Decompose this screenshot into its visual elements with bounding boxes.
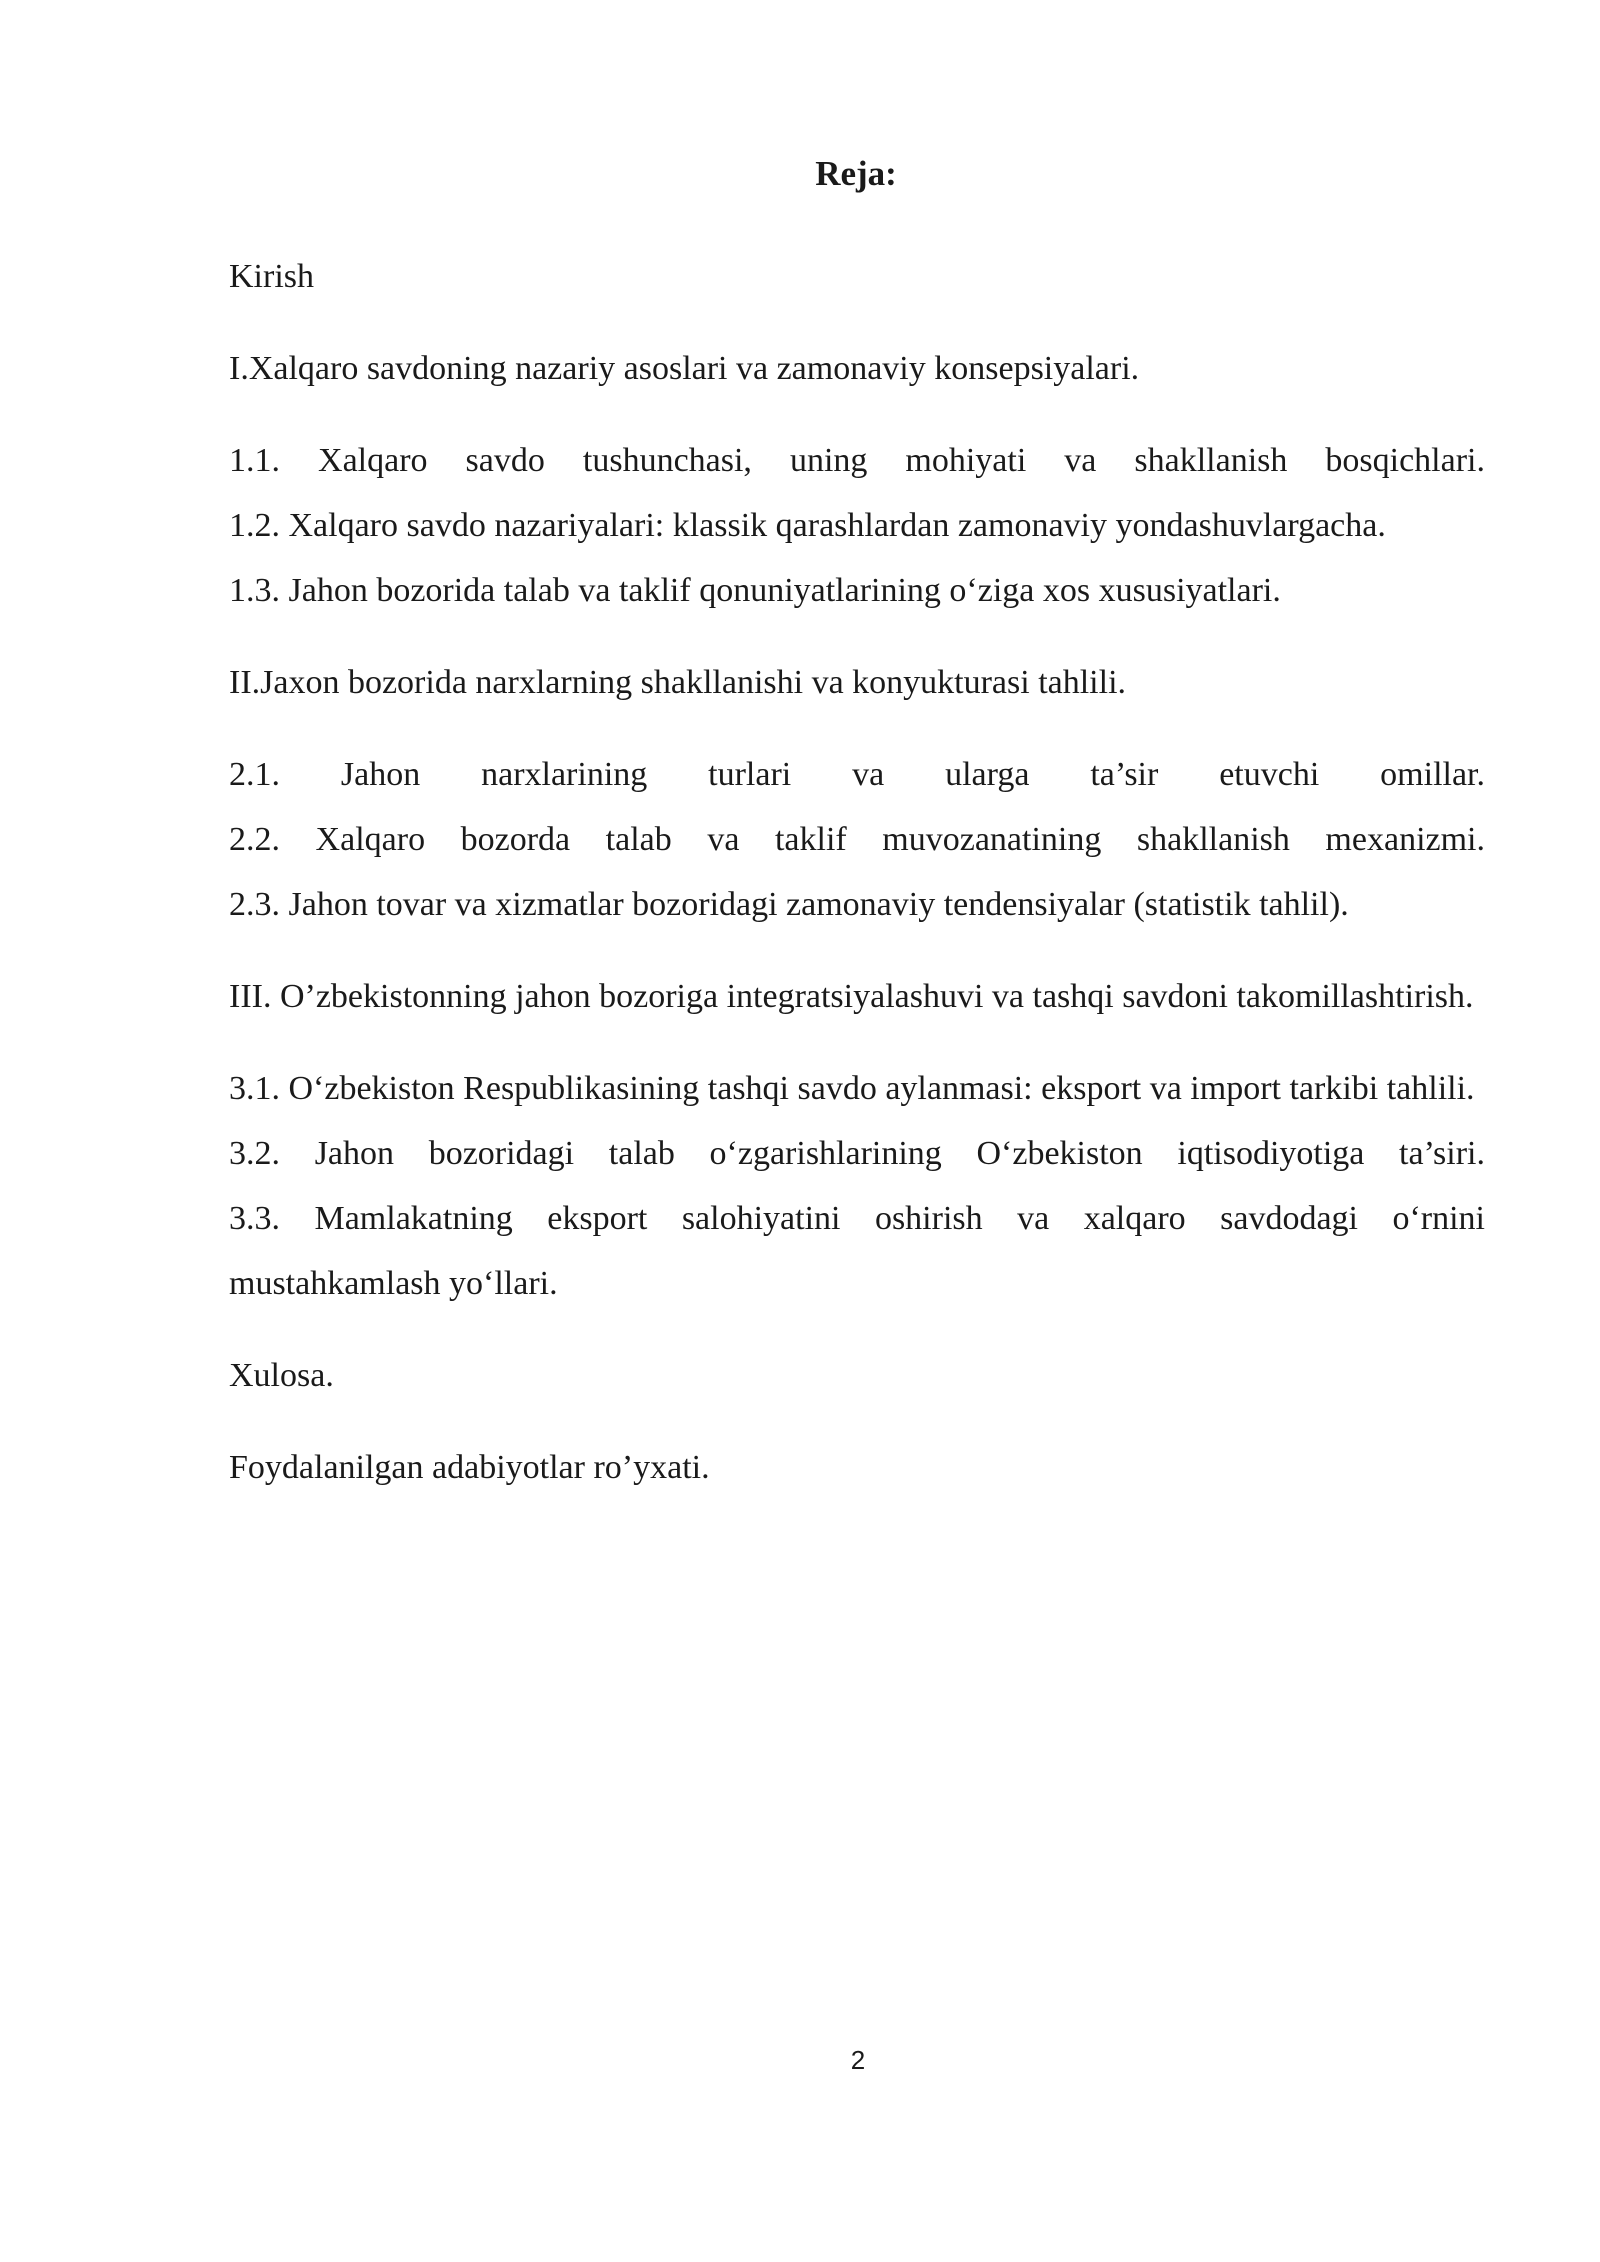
toc-entry-intro: Kirish (229, 258, 314, 295)
toc-chapter-3: III. O’zbekistonning jahon bozoriga integratsiyalashuvi va tashqi savdoni takomillashtirish. (229, 978, 1474, 1015)
toc-entry-references: Foydalanilgan adabiyotlar ro’yxati. (229, 1449, 710, 1486)
toc-section-2-1: 2.1. Jahon narxlarining turlari va ularga ta’sir etuvchi omillar. (229, 756, 1485, 793)
toc-entry-conclusion: Xulosa. (229, 1357, 334, 1394)
toc-section-1-3: 1.3. Jahon bozorida talab va taklif qonuniyatlarining o‘ziga xos xususiyatlari. (229, 572, 1281, 609)
toc-section-2-2: 2.2. Xalqaro bozorda talab va taklif muvozanatining shakllanish mexanizmi. (229, 821, 1485, 858)
toc-section-3-2: 3.2. Jahon bozoridagi talab o‘zgarishlarining O‘zbekiston iqtisodiyotiga ta’siri. (229, 1135, 1485, 1172)
page-number: 2 (850, 2045, 866, 2075)
toc-chapter-2-sections (229, 742, 1485, 937)
page-title: Reja: (815, 154, 897, 193)
toc-chapter-1: I.Xalqaro savdoning nazariy asoslari va zamonaviy konsepsiyalari. (229, 350, 1140, 387)
toc-chapter-2: II.Jaxon bozorida narxlarning shakllanishi va konyukturasi tahlili. (229, 664, 1127, 701)
table-of-contents (229, 244, 1485, 1527)
toc-chapter-3-sections (229, 1056, 1485, 1316)
toc-section-2-3: 2.3. Jahon tovar va xizmatlar bozoridagi zamonaviy tendensiyalar (statistik tahlil). (229, 886, 1349, 923)
toc-section-1-2: 1.2. Xalqaro savdo nazariyalari: klassik qarashlardan zamonaviy yondashuvlargacha. (229, 507, 1386, 544)
toc-section-3-3: 3.3. Mamlakatning eksport salohiyatini oshirish va xalqaro savdodagi o‘rnini mustahkamlash yo‘llari. (229, 1200, 1485, 1302)
toc-chapter-1-sections (229, 428, 1485, 623)
toc-section-1-1: 1.1. Xalqaro savdo tushunchasi, uning mohiyati va shakllanish bosqichlari. (229, 442, 1485, 479)
toc-section-3-1: 3.1. O‘zbekiston Respublikasining tashqi savdo aylanmasi: eksport va import tarkibi tahlili. (229, 1070, 1475, 1107)
